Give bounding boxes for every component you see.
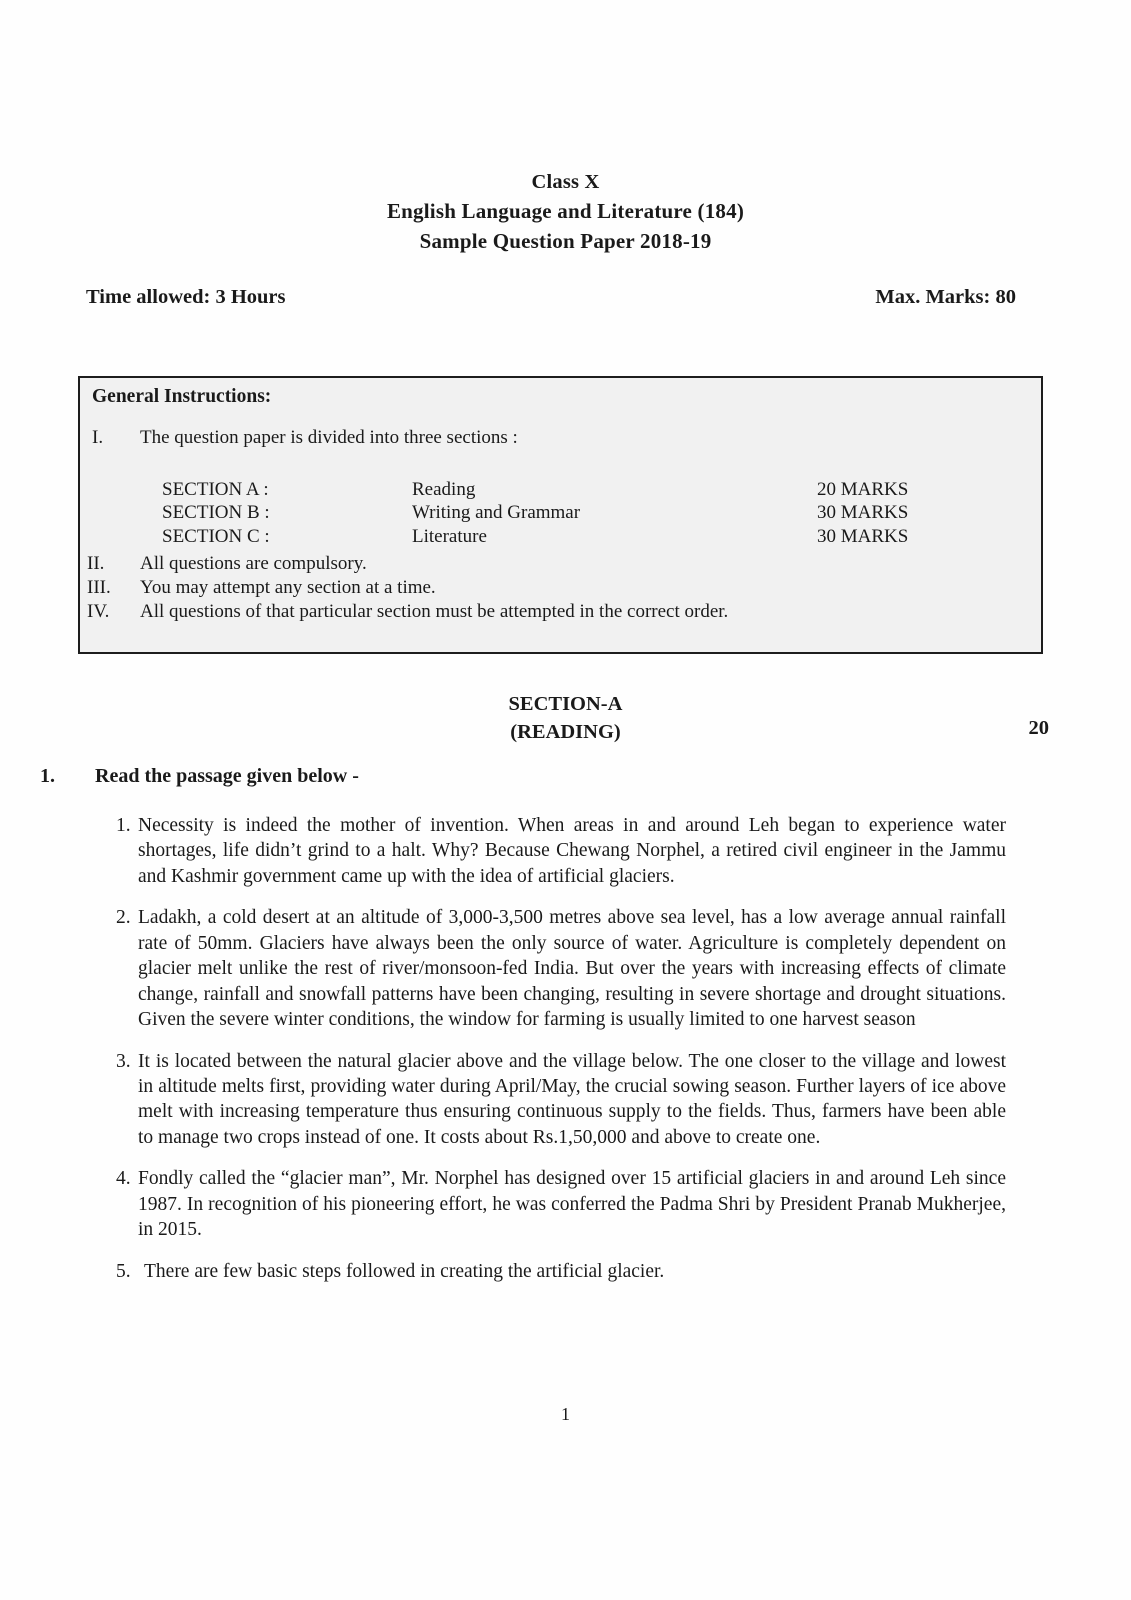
- section-b-marks: 30 MARKS: [817, 502, 909, 524]
- instruction-item-1: [92, 427, 518, 449]
- table-row: [162, 501, 1022, 524]
- section-c-marks: 30 MARKS: [817, 525, 909, 547]
- passage-paragraph-4: [116, 1166, 1006, 1242]
- instruction-item-4-text: All questions of that particular section must be attempted in the correct order.: [140, 600, 729, 622]
- instruction-item-4: [83, 600, 1033, 624]
- max-marks-label: Max. Marks: 80: [875, 286, 1016, 308]
- exam-meta-row: [86, 286, 1016, 309]
- section-c-desc: Literature: [412, 525, 487, 547]
- instruction-item-3-number: III.: [87, 576, 111, 598]
- passage-paragraph-4-text: Fondly called the “glacier man”, Mr. Norphel has designed over 15 artificial glaciers in and around Leh since 1987. In recognition of his pioneering effort, he was conferred the Padma Shri by President Pranab Mukherjee, in 2015.: [138, 1168, 1006, 1241]
- passage-paragraph-5-text: There are few basic steps followed in creating the artificial glacier.: [144, 1260, 665, 1282]
- passage-paragraph-2-number: 2.: [116, 907, 131, 929]
- instruction-item-3-text: You may attempt any section at a time.: [140, 576, 436, 598]
- passage-paragraph-1-number: 1.: [116, 815, 131, 836]
- passage-paragraph-3-number: 3.: [116, 1050, 131, 1072]
- question-1-heading: [40, 765, 1040, 788]
- section-a-name: SECTION A :: [162, 479, 269, 500]
- instruction-item-1-text: The question paper is divided into three sections :: [140, 427, 518, 448]
- instruction-item-2-number: II.: [87, 553, 105, 574]
- section-a-subtitle: (READING): [510, 721, 621, 744]
- passage-paragraph-1-text: Necessity is indeed the mother of invention. When areas in and around Leh began to experience water shortages, life didn’t grind to a halt. Why? Because Chewang Norphel, a retired civil engineer in the Jammu and Kashmir government came up with the idea of artificial glaciers.: [138, 815, 1006, 887]
- reading-passage: [116, 813, 1006, 1300]
- question-1-instruction: Read the passage given below -: [95, 765, 359, 787]
- question-1-number: 1.: [40, 765, 55, 787]
- document-paper-line: Sample Question Paper 2018-19: [419, 228, 712, 253]
- passage-paragraph-2: [116, 905, 1006, 1032]
- general-instructions-title: General Instructions:: [92, 386, 272, 407]
- section-a-marks-value: 20: [1028, 717, 1049, 739]
- passage-paragraph-5: [116, 1259, 1006, 1284]
- document-class-line: Class X: [531, 171, 600, 193]
- section-a-title: SECTION-A: [508, 693, 623, 715]
- section-b-name: SECTION B :: [162, 502, 270, 524]
- passage-paragraph-5-number: 5.: [116, 1260, 131, 1282]
- page-number: 1: [561, 1404, 570, 1424]
- sections-breakdown-table: [162, 478, 1022, 548]
- document-title-block: [0, 168, 1131, 257]
- section-c-name: SECTION C :: [162, 525, 270, 547]
- table-row: [162, 478, 1022, 501]
- general-instructions-box: [78, 376, 1043, 654]
- instruction-items-tail: [83, 552, 1033, 623]
- instruction-item-1-number: I.: [92, 427, 104, 448]
- section-a-marks: 20 MARKS: [817, 479, 909, 500]
- instruction-item-2: [83, 552, 1033, 576]
- section-b-desc: Writing and Grammar: [412, 502, 581, 524]
- instruction-item-4-number: IV.: [87, 600, 110, 622]
- table-row: [162, 525, 1022, 548]
- passage-paragraph-2-text: Ladakh, a cold desert at an altitude of 3,000-3,500 metres above sea level, has a low average annual rainfall rate of 50mm. Glaciers have always been the only source of water. Agriculture is completely dependent on glacier melt unlike the rest of river/monsoon-fed India. But over the years with increasing effects of climate change, rainfall and snowfall patterns have been changing, resulting in severe shortage and drought situations. Given the severe winter conditions, the window for farming is usually limited to one harvest season: [138, 907, 1006, 1031]
- instruction-item-2-text: All questions are compulsory.: [140, 553, 367, 574]
- passage-paragraph-1: [116, 813, 1006, 889]
- document-subject-line: English Language and Literature (184): [386, 199, 745, 224]
- time-allowed-label: Time allowed: 3 Hours: [86, 286, 286, 308]
- passage-paragraph-3: [116, 1049, 1006, 1151]
- instruction-item-3: [83, 576, 1033, 600]
- section-a-heading: [0, 690, 1131, 747]
- passage-paragraph-4-number: 4.: [116, 1168, 131, 1190]
- passage-paragraph-3-text: It is located between the natural glacier above and the village below. The one closer to the village and lowest in altitude melts first, providing water during April/May, the crucial sowing season. Further layers of ice above melt with increasing temperature thus ensuring continuous supply to the fields. Thus, farmers have been able to manage two crops instead of one. It costs about Rs.1,50,000 and above to create one.: [138, 1050, 1006, 1148]
- section-a-desc: Reading: [412, 479, 476, 500]
